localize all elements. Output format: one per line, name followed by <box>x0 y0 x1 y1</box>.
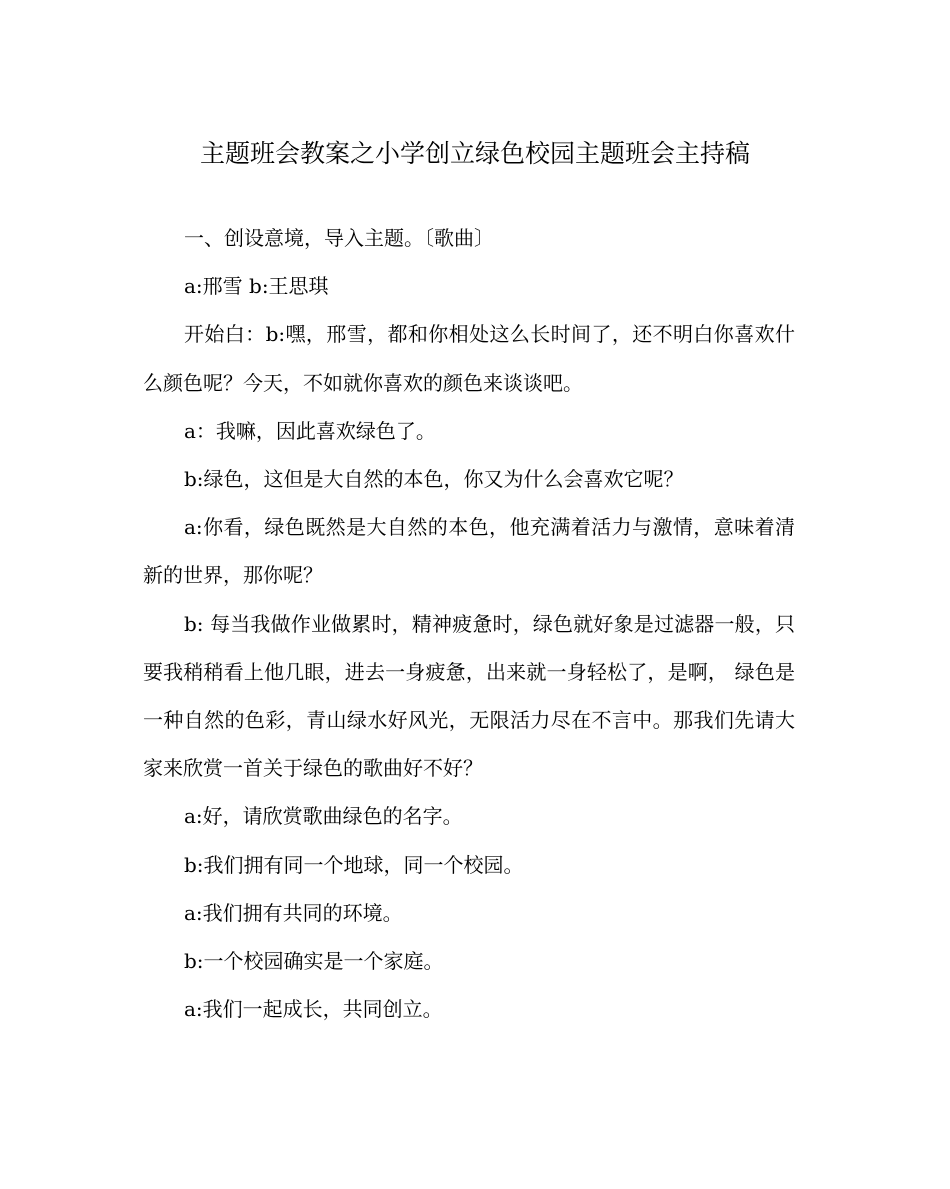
paragraph: a:我们一起成长，共同创立。 <box>184 997 443 1022</box>
document-body <box>143 214 795 1033</box>
paragraph: 一、创设意境，导入主题。〔歌曲〕 <box>184 226 494 250</box>
paragraph: b: 每当我做作业做累时，精神疲惫时，绿色就好象是过滤器一般，只要我稍稍看上他几眼，进去一身疲惫，出来就一身轻松了，是啊， 绿色是一种自然的色彩，青山绿水好风光，无限活力尽在不言中。那我们先请大家来欣赏一首关于绿色的歌曲好不好？ <box>143 611 795 781</box>
paragraph: a:我们拥有共同的环境。 <box>184 900 403 925</box>
paragraph: b:绿色，这但是大自然的本色，你又为什么会喜欢它呢？ <box>184 467 684 492</box>
paragraph: 开始白：b:嘿，邢雪，都和你相处这么长时间了，还不明白你喜欢什么颜色呢？今天，不如就你喜欢的颜色来谈谈吧。 <box>143 322 795 395</box>
paragraph: a:好，请欣赏歌曲绿色的名字。 <box>184 804 463 829</box>
document-title: 主题班会教案之小学创立绿色校园主题班会主持稿 <box>199 139 750 168</box>
paragraph: a:邢雪 b:王思琪 <box>184 274 329 299</box>
paragraph: a：我嘛，因此喜欢绿色了。 <box>184 418 436 443</box>
paragraph: a:你看，绿色既然是大自然的本色，他充满着活力与激情，意味着清新的世界，那你呢？ <box>143 515 795 588</box>
paragraph: b:一个校园确实是一个家庭。 <box>184 949 444 974</box>
paragraph: b:我们拥有同一个地球，同一个校园。 <box>184 852 524 877</box>
